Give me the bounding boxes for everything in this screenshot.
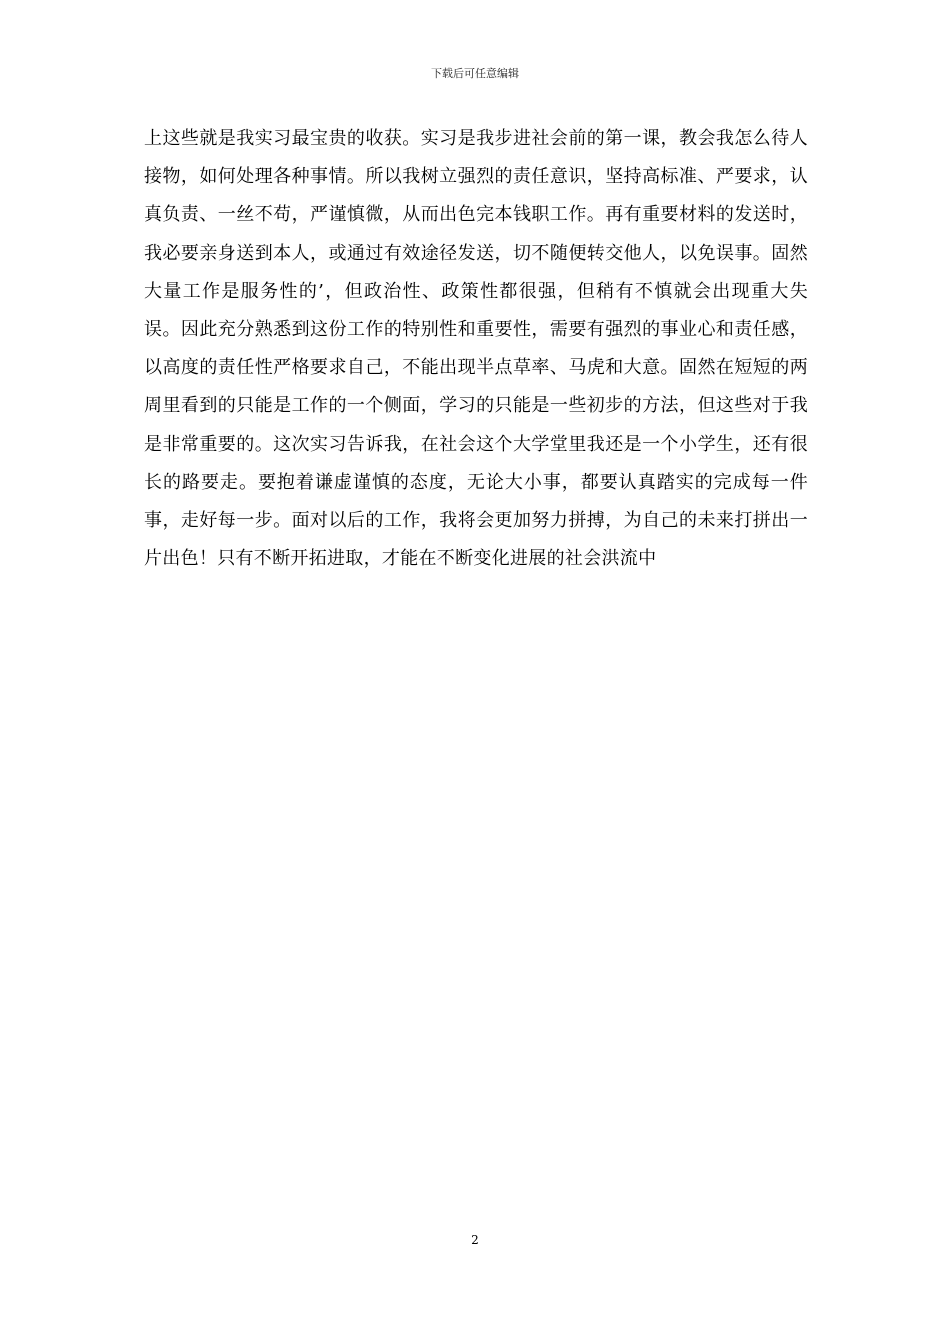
page-header: 下载后可任意编辑 xyxy=(431,67,519,80)
page-number: 2 xyxy=(471,1233,479,1247)
body-paragraph: 上这些就是我实习最宝贵的收获。实习是我步进社会前的第一课，教会我怎么待人接物，如何处理各种事情。所以我树立强烈的责任意识，坚持高标准、严要求，认真负责、一丝不苟，严谨慎微，从而出色完本钱职工作。再有重要材料的发送时，我必要亲身送到本人，或通过有效途径发送，切不随便转交他人，以免误事。固然大量工作是服务性的’，但政治性、政策性都很强，但稍有不慎就会出现重大失误。因此充分熟悉到这份工作的特别性和重要性，需要有强烈的事业心和责任感，以高度的责任性严格要求自己，不能出现半点草率、马虎和大意。固然在短短的两周里看到的只能是工作的一个侧面，学习的只能是一些初步的方法，但这些对于我是非常重要的。这次实习告诉我，在社会这个大学堂里我还是一个小学生，还有很长的路要走。要抱着谦虚谨慎的态度，无论大小事，都要认真踏实的完成每一件事，走好每一步。面对以后的工作，我将会更加努力拼搏，为自己的未来打拼出一片出色！只有不断开拓进取，才能在不断变化进展的社会洪流中 xyxy=(144,128,808,570)
